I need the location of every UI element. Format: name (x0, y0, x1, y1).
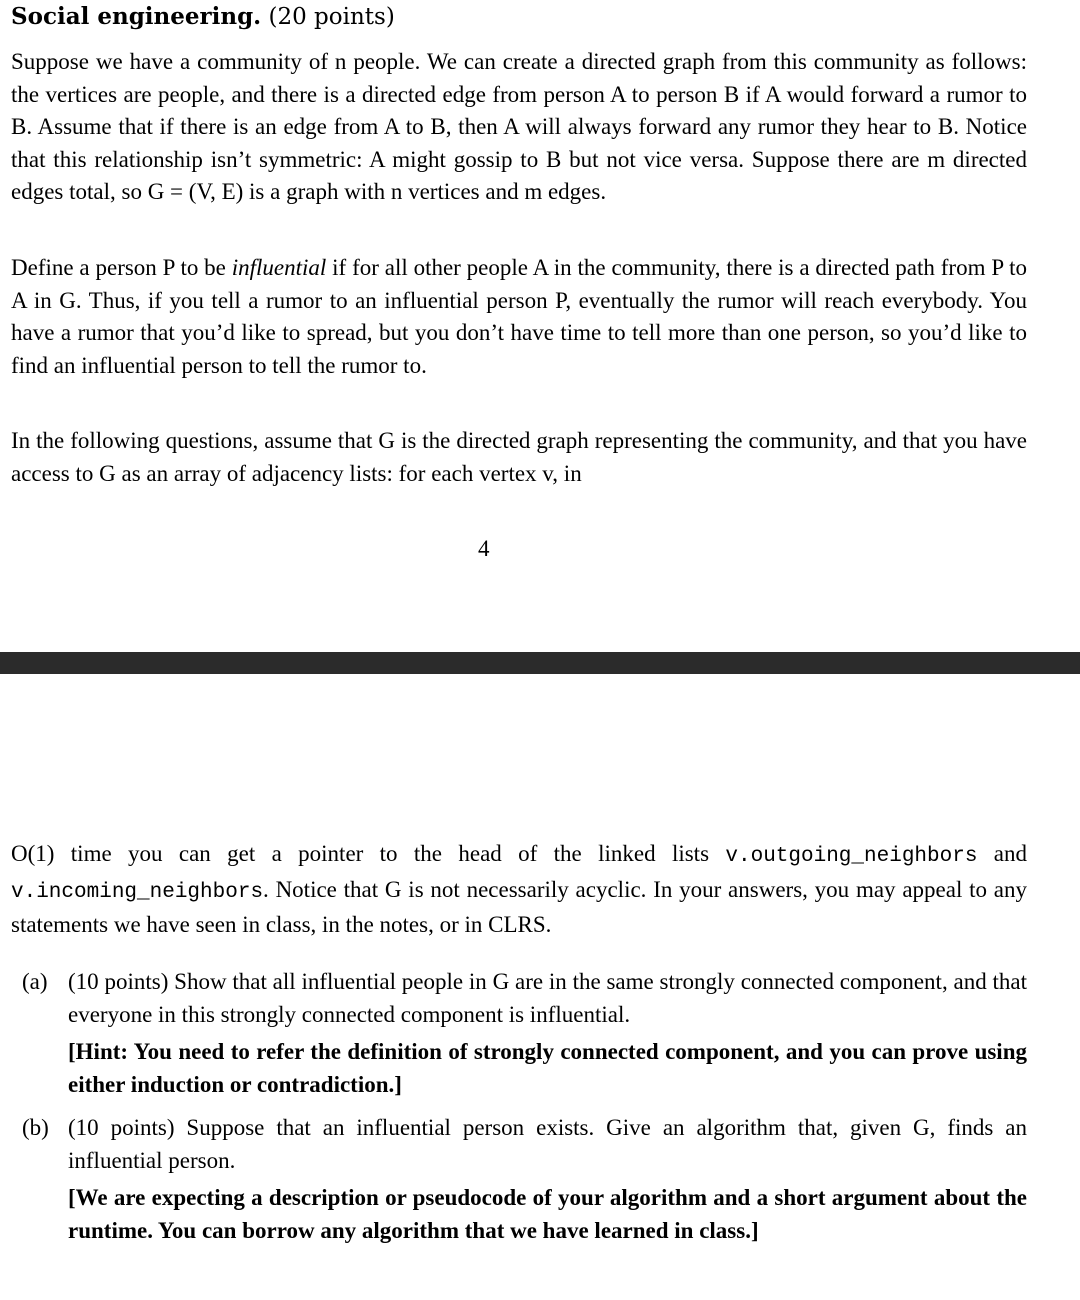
question-b-hint: [We are expecting a description or pseudocode of your algorithm and a short argument about the runtime. You can borrow any algorithm that we have learned in class.] (68, 1185, 1027, 1243)
question-a-hint: [Hint: You need to refer the definition of strongly connected component, and you can prove using either induction or contradiction.] (68, 1039, 1027, 1097)
question-a-marker: (a) (22, 969, 48, 994)
paragraph-assumptions: In the following questions, assume that G is the directed graph representing the community, and that you have access to G as an array of adjacency lists: for each vertex v, in (11, 428, 1027, 486)
code-incoming-neighbors: v.incoming_neighbors (11, 880, 264, 904)
term-influential: influential (231, 255, 327, 280)
paragraph-community-graph: Suppose we have a community of n people. We can create a directed graph from this community as follows: the vertices are people, and there is a directed edge from person A to person B if A would forward a rumor to B. Assume that if there is an edge from A to B, then A will always forward any rumor they hear to B. Notice that this relationship isn’t symmetric: A might gossip to B but not vice versa. Suppose there are m directed edges total, so G = (V, E) is a graph with n vertices and m edges. (11, 49, 1027, 204)
code-outgoing-neighbors: v.outgoing_neighbors (725, 845, 978, 868)
paragraph-adjacency-lists: O(1) time you can get a pointer to the head of the linked lists v.outgoing_neighbors and v.incoming_neighbors. Notice that G is not necessarily acyclic. In your answers, you may appeal to any statements we have seen in class, in the notes, or in CLRS. (11, 841, 1028, 937)
paragraph-influential-definition: Define a person P to be influential if for all other people A in the community, there is a directed path from P to A in G. Thus, if you tell a rumor to an influential person P, eventually the rumor will reach everybody. You have a rumor that you’d like to spread, but you don’t have time to tell more than one person, so you’d like to find an influential person to tell the rumor to. (11, 255, 1027, 378)
problem-title: Social engineering. (20 points) (11, 3, 395, 30)
question-b-marker: (b) (22, 1115, 49, 1140)
question-a-text: (10 points) Show that all influential people in G are in the same strongly connected component, and that everyone in this strongly connected component is influential. (68, 969, 1027, 1027)
page-number: 4 (478, 536, 490, 561)
page-divider (0, 652, 1080, 674)
question-b-text: (10 points) Suppose that an influential person exists. Give an algorithm that, given G, finds an influential person. (68, 1115, 1027, 1173)
